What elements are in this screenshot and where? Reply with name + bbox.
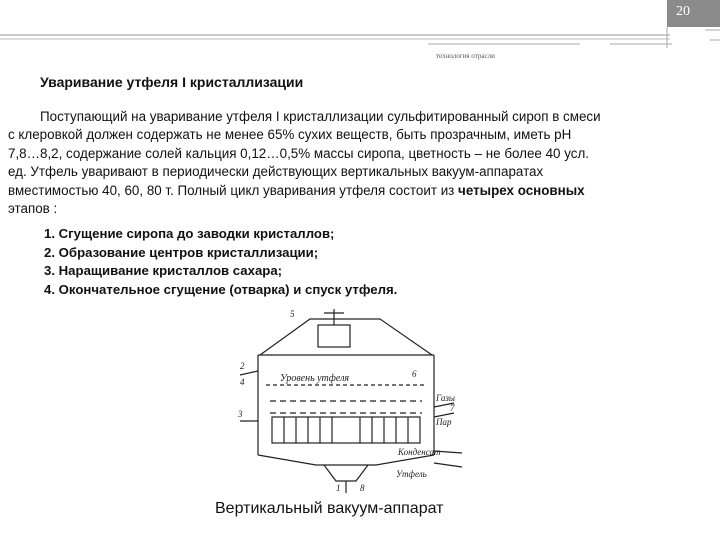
step-item: 4. Окончательное сгущение (отварка) и спуск утфеля. [44, 281, 398, 297]
step-item: 3. Наращивание кристаллов сахара; [44, 263, 283, 279]
bold-phrase: четырех основных [458, 182, 585, 198]
page-number: 20 [676, 4, 690, 19]
number-label: 1 [336, 483, 341, 493]
number-label: 8 [360, 483, 365, 493]
paragraph-line-text: вместимостью 40, 60, 80 т. Полный цикл уваривания утфеля состоит из [8, 182, 459, 198]
label-condensate: Конденсат [398, 447, 441, 457]
number-label: 3 [238, 409, 243, 419]
label-utfel: Утфель [396, 469, 427, 479]
vacuum-apparatus-diagram [236, 305, 476, 495]
paragraph-line: 7,8…8,2, содержание солей кальция 0,12…0,5% массы сиропа, цветность – не более 40 усл. [8, 145, 589, 161]
number-label: 7 [450, 403, 455, 413]
steps-list [44, 225, 397, 299]
header-decoration [0, 0, 720, 48]
figure-caption: Вертикальный вакуум-аппарат [215, 500, 444, 517]
section-title: Уваривание утфеля I кристаллизации [40, 74, 304, 90]
number-label: 2 [240, 361, 245, 371]
step-item: 2. Образование центров кристаллизации; [44, 244, 319, 260]
paragraph-line: этапов : [8, 201, 58, 217]
paragraph-line: Поступающий на уваривание утфеля I кристаллизации сульфитированный сироп в смеси [40, 109, 601, 124]
header-subtitle: технология отрасли [436, 52, 495, 60]
number-label: 4 [240, 377, 245, 387]
paragraph-line: с клеровкой должен содержать не менее 65% сухих веществ, быть прозрачным, иметь рН [8, 127, 572, 143]
paragraph-line [8, 182, 712, 200]
number-label: 6 [412, 369, 417, 379]
label-gases: Газы [436, 393, 456, 403]
label-steam: Пар [436, 417, 452, 427]
step-item: 1. Сгущение сиропа до заводки кристаллов; [44, 226, 335, 241]
body-paragraph [8, 108, 712, 218]
paragraph-line: ед. Утфель уваривают в периодически действующих вертикальных вакуум-аппаратах [8, 164, 544, 180]
number-label: 5 [290, 309, 295, 319]
level-label: Уровень утфеля [280, 373, 350, 384]
